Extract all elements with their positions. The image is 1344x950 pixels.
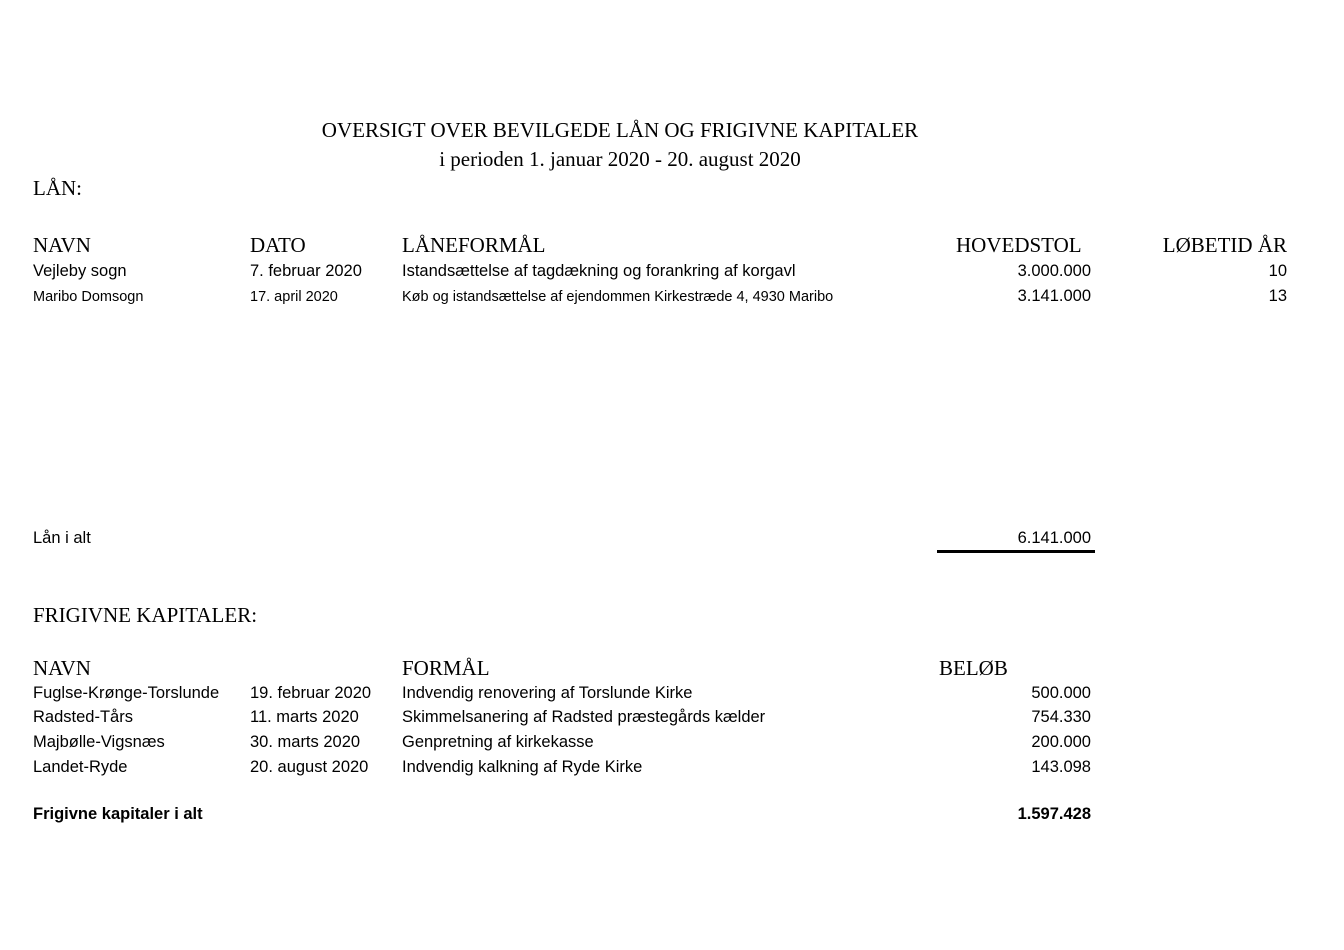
- loans-col-loebetid: LØBETID ÅR: [1162, 233, 1287, 257]
- capital-formaal: Indvendig kalkning af Ryde Kirke: [402, 758, 643, 776]
- loans-total-label: Lån i alt: [33, 529, 91, 547]
- loans-heading: LÅN:: [33, 176, 82, 200]
- loan-dato: 7. februar 2020: [250, 262, 362, 280]
- loan-loebetid: 13: [1268, 287, 1287, 305]
- capitals-heading: FRIGIVNE KAPITALER:: [33, 603, 258, 627]
- capital-beloeb: 500.000: [1031, 684, 1091, 702]
- capital-formaal: Skimmelsanering af Radsted præstegårds kælder: [402, 708, 766, 726]
- capitals-total-value: 1.597.428: [1017, 805, 1091, 823]
- loans-col-formaal: LÅNEFORMÅL: [402, 233, 546, 257]
- loan-formaal: Køb og istandsættelse af ejendommen Kirkestræde 4, 4930 Maribo: [402, 289, 834, 305]
- capitals-col-formaal: FORMÅL: [402, 656, 490, 680]
- loan-formaal: Istandsættelse af tagdækning og forankring af korgavl: [402, 262, 796, 280]
- loan-dato: 17. april 2020: [250, 289, 338, 305]
- capital-formaal: Indvendig renovering af Torslunde Kirke: [402, 684, 693, 702]
- loan-navn: Maribo Domsogn: [33, 289, 144, 305]
- capital-navn: Majbølle-Vigsnæs: [33, 733, 165, 751]
- capital-navn: Landet-Ryde: [33, 758, 128, 776]
- capital-formaal: Genpretning af kirkekasse: [402, 733, 594, 751]
- capital-beloeb: 754.330: [1031, 708, 1091, 726]
- capitals-col-beloeb: BELØB: [939, 656, 1008, 680]
- capital-beloeb: 200.000: [1031, 733, 1091, 751]
- loan-loebetid: 10: [1268, 262, 1287, 280]
- capital-beloeb: 143.098: [1031, 758, 1091, 776]
- loan-hovedstol: 3.000.000: [1017, 262, 1091, 280]
- loans-total-value: 6.141.000: [1017, 529, 1091, 547]
- capital-navn: Fuglse-Krønge-Torslunde: [33, 684, 220, 702]
- capital-dato: 19. februar 2020: [250, 684, 372, 702]
- loan-navn: Vejleby sogn: [33, 262, 127, 280]
- loans-col-dato: DATO: [250, 233, 306, 257]
- document-subtitle: i perioden 1. januar 2020 - 20. august 2020: [439, 147, 801, 171]
- loans-total-underline: [937, 550, 1095, 553]
- loans-col-navn: NAVN: [33, 233, 91, 257]
- capital-dato: 20. august 2020: [250, 758, 369, 776]
- loan-hovedstol: 3.141.000: [1017, 287, 1091, 305]
- capital-dato: 30. marts 2020: [250, 733, 361, 751]
- capitals-total-label: Frigivne kapitaler i alt: [33, 805, 203, 823]
- capital-dato: 11. marts 2020: [250, 708, 359, 726]
- capital-navn: Radsted-Tårs: [33, 708, 133, 726]
- loans-col-hovedstol: HOVEDSTOL: [956, 233, 1082, 257]
- capitals-col-navn: NAVN: [33, 656, 91, 680]
- document-title: OVERSIGT OVER BEVILGEDE LÅN OG FRIGIVNE KAPITALER: [321, 118, 919, 142]
